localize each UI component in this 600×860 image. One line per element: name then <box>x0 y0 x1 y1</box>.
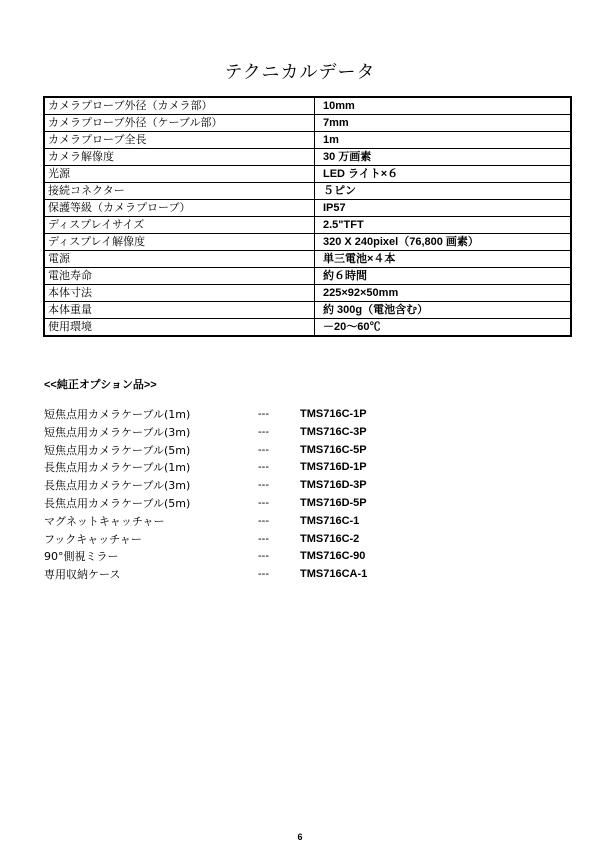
option-dash: --- <box>258 479 269 492</box>
option-name: 短焦点用カメラケーブル(5m) <box>44 443 191 457</box>
spec-value: 約 300g（電池含む） <box>315 302 572 319</box>
spec-value: ５ピン <box>315 183 572 200</box>
option-name: 長焦点用カメラケーブル(1m) <box>44 461 191 475</box>
option-dash: --- <box>258 496 269 509</box>
spec-label: 電池寿命 <box>44 268 315 285</box>
table-row <box>44 166 571 183</box>
spec-label: 本体重量 <box>44 302 315 319</box>
option-dash: --- <box>258 514 269 527</box>
table-row <box>44 200 571 217</box>
spec-value: 1m <box>315 132 572 149</box>
list-item <box>44 495 564 513</box>
spec-value: 30 万画素 <box>315 149 572 166</box>
table-row <box>44 302 571 319</box>
spec-value: IP57 <box>315 200 572 217</box>
table-row <box>44 234 571 251</box>
spec-value: 単三電池×４本 <box>315 251 572 268</box>
list-item <box>44 566 564 584</box>
options-list <box>44 406 564 584</box>
list-item <box>44 531 564 549</box>
table-row <box>44 115 571 132</box>
page-number: 6 <box>297 832 303 842</box>
option-code: TMS716C-5P <box>300 443 367 456</box>
option-dash: --- <box>258 550 269 563</box>
spec-label: ディスプレイサイズ <box>44 217 315 234</box>
spec-label: カメラプローブ外径（カメラ部） <box>44 97 315 115</box>
list-item <box>44 459 564 477</box>
table-row <box>44 132 571 149</box>
option-code: TMS716C-3P <box>300 425 367 438</box>
option-dash: --- <box>258 461 269 474</box>
spec-value: 10mm <box>315 97 572 115</box>
spec-value: 225×92×50mm <box>315 285 572 302</box>
options-heading: <<純正オプション品>> <box>44 379 157 391</box>
list-item <box>44 513 564 531</box>
option-code: TMS716CA-1 <box>300 568 368 581</box>
option-code: TMS716C-1 <box>300 514 360 527</box>
option-code: TMS716D-5P <box>300 496 367 509</box>
option-name: フックキャッチャー <box>44 532 142 546</box>
table-row <box>44 251 571 268</box>
option-dash: --- <box>258 532 269 545</box>
option-name: 長焦点用カメラケーブル(3m) <box>44 479 191 493</box>
spec-value: －20～60℃ <box>315 319 572 337</box>
option-dash: --- <box>258 425 269 438</box>
spec-label: 保護等級（カメラプローブ） <box>44 200 315 217</box>
spec-label: カメラ解像度 <box>44 149 315 166</box>
table-row <box>44 149 571 166</box>
option-code: TMS716C-90 <box>300 550 366 563</box>
option-code: TMS716D-1P <box>300 461 367 474</box>
spec-table <box>43 96 572 337</box>
list-item <box>44 424 564 442</box>
spec-label: 使用環境 <box>44 319 315 337</box>
spec-label: カメラプローブ外径（ケーブル部） <box>44 115 315 132</box>
table-row <box>44 319 571 337</box>
option-dash: --- <box>258 443 269 456</box>
spec-value: 7mm <box>315 115 572 132</box>
spec-value: 約６時間 <box>315 268 572 285</box>
option-name: 長焦点用カメラケーブル(5m) <box>44 496 191 510</box>
list-item <box>44 442 564 460</box>
table-row <box>44 183 571 200</box>
page-title: テクニカルデータ <box>224 62 376 83</box>
spec-label: 本体寸法 <box>44 285 315 302</box>
list-item <box>44 477 564 495</box>
option-dash: --- <box>258 408 269 420</box>
option-name: 短焦点用カメラケーブル(1m) <box>44 408 191 421</box>
spec-value: LED ライト×６ <box>315 166 572 183</box>
spec-value: 2.5"TFT <box>315 217 572 234</box>
table-row <box>44 268 571 285</box>
table-row <box>44 285 571 302</box>
option-code: TMS716D-3P <box>300 479 367 492</box>
spec-label: 接続コネクター <box>44 183 315 200</box>
spec-label: 電源 <box>44 251 315 268</box>
option-dash: --- <box>258 568 269 581</box>
option-name: 短焦点用カメラケーブル(3m) <box>44 425 191 439</box>
spec-label: カメラプローブ全長 <box>44 132 315 149</box>
option-name: 90°側視ミラー <box>44 550 119 564</box>
option-name: マグネットキャッチャー <box>44 514 165 528</box>
table-row <box>44 97 571 115</box>
list-item <box>44 406 564 424</box>
option-code: TMS716C-1P <box>300 408 367 420</box>
spec-label: 光源 <box>44 166 315 183</box>
list-item <box>44 548 564 566</box>
table-row <box>44 217 571 234</box>
spec-label: ディスプレイ解像度 <box>44 234 315 251</box>
spec-value: 320 X 240pixel（76,800 画素） <box>315 234 572 251</box>
option-name: 専用収納ケース <box>44 568 121 582</box>
option-code: TMS716C-2 <box>300 532 360 545</box>
